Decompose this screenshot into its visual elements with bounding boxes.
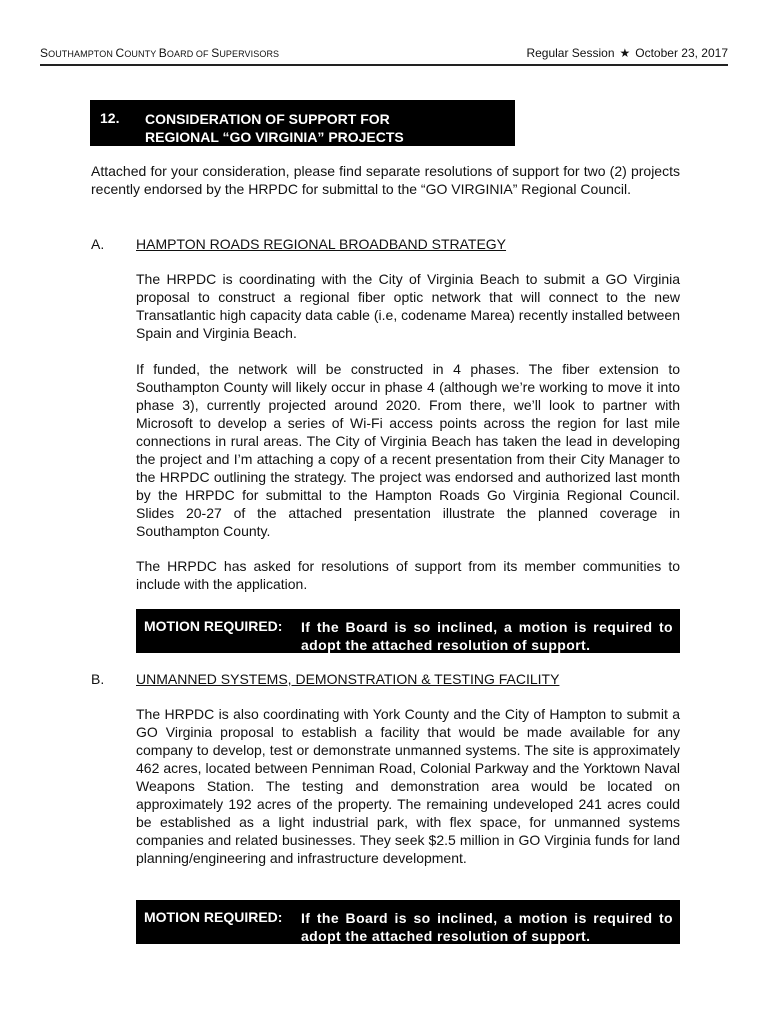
item-a-motion-box bbox=[136, 609, 680, 653]
motion-text: If the Board is so inclined, a motion is required to adopt the attached resolution of support. bbox=[301, 619, 673, 653]
header-date: October 23, 2017 bbox=[635, 46, 728, 60]
item-a-paragraph-3: The HRPDC has asked for resolutions of support from its member communities to include with the application. bbox=[136, 558, 680, 592]
item-a-paragraph-1: The HRPDC is coordinating with the City of Virginia Beach to submit a GO Virginia proposal to construct a regional fiber optic network that will connect to the new Transatlantic high capacity data cable (i.e, codename Marea) recently installed between Spain and Virginia Beach. bbox=[136, 271, 680, 341]
motion-label: MOTION REQUIRED: bbox=[144, 618, 283, 634]
section-heading bbox=[90, 100, 515, 146]
motion-label: MOTION REQUIRED: bbox=[144, 909, 283, 925]
item-b-motion-box bbox=[136, 900, 680, 944]
section-number: 12. bbox=[100, 110, 120, 126]
header-session-date bbox=[526, 46, 728, 60]
item-a-paragraph-2: If funded, the network will be constructed in 4 phases. The fiber extension to Southampton County will likely occur in phase 4 (although we’re working to move it into phase 3), currently projected around 2020. From there, we’ll look to partner with Microsoft to develop a series of Wi-Fi access points across the region for last mile connections in rural areas. The City of Virginia Beach has taken the lead in developing the project and I’m attaching a copy of a recent presentation from their City Manager to the HRPDC outlining the strategy. The project was endorsed and authorized last month by the HRPDC for submittal to the Hampton Roads Go Virginia Regional Council. Slides 20-27 of the attached presentation illustrate the planned coverage in Southampton County. bbox=[136, 361, 680, 539]
intro-paragraph: Attached for your consideration, please find separate resolutions of support for two (2) projects recently endorsed by the HRPDC for submittal to the “GO VIRGINIA” Regional Council. bbox=[91, 163, 680, 197]
item-b-title: UNMANNED SYSTEMS, DEMONSTRATION & TESTING FACILITY bbox=[136, 671, 560, 687]
item-a-letter: A. bbox=[91, 236, 105, 252]
item-a-title: HAMPTON ROADS REGIONAL BROADBAND STRATEGY bbox=[136, 236, 507, 252]
item-b-letter: B. bbox=[91, 671, 105, 687]
section-title: CONSIDERATION OF SUPPORT FOR REGIONAL “GO VIRGINIA” PROJECTS bbox=[145, 111, 404, 145]
page-header bbox=[40, 44, 728, 66]
item-b-paragraph-1: The HRPDC is also coordinating with York County and the City of Hampton to submit a GO Virginia proposal to establish a facility that would be made available for any company to develop, test or demonstrate unmanned systems. The site is approximately 462 acres, located between Penniman Road, Colonial Parkway and the Yorktown Naval Weapons Station. The testing and demonstration area would be located on approximately 192 acres of the property. The remaining undeveloped 241 acres could be established as a light industrial park, with flex space, for unmanned systems companies and related businesses. They seek $2.5 million in GO Virginia funds for land planning/engineering and infrastructure development. bbox=[136, 706, 680, 866]
star-icon: ★ bbox=[619, 46, 631, 60]
header-organization: SOUTHAMPTON COUNTY BOARD OF SUPERVISORS bbox=[40, 46, 280, 60]
header-session: Regular Session bbox=[526, 46, 615, 60]
motion-text: If the Board is so inclined, a motion is required to adopt the attached resolution of support. bbox=[301, 910, 673, 944]
